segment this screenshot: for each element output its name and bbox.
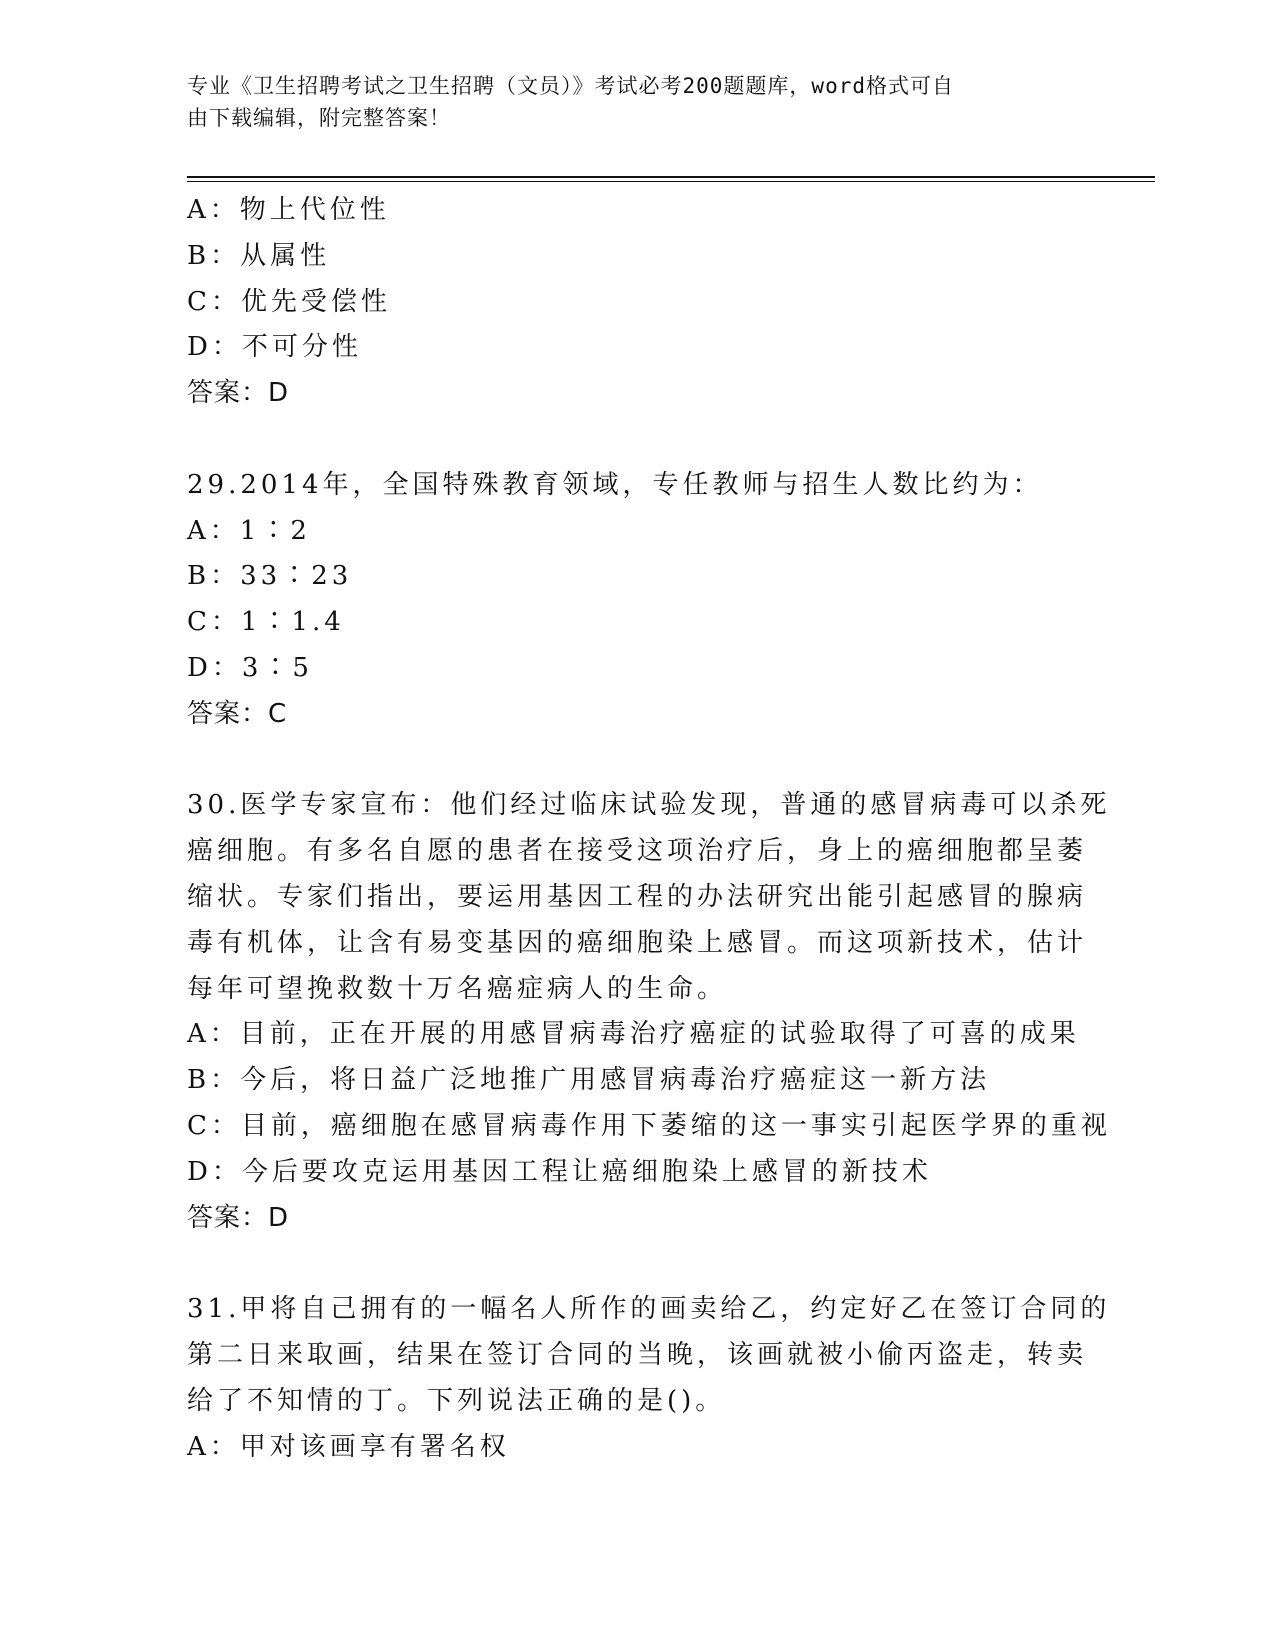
header-line-2: 由下载编辑，附完整答案！	[187, 106, 451, 130]
option-c: C：优先受偿性	[187, 286, 391, 317]
question-stem: 29.2014年，全国特殊教育领域，专任教师与招生人数比约为：	[187, 469, 1043, 500]
question-29	[187, 463, 1087, 738]
spacer	[187, 738, 1087, 784]
header-line-1: 专业《卫生招聘考试之卫生招聘（文员）》考试必考200题题库，word格式可自	[187, 74, 954, 98]
option-c: C：1∶1.4	[187, 607, 345, 638]
option-b: B：从属性	[187, 240, 331, 271]
spacer	[187, 1241, 1087, 1287]
question-body	[187, 188, 1111, 1470]
option-d: D：不可分性	[187, 332, 362, 363]
header-divider-thick	[187, 176, 1155, 178]
question-28	[187, 188, 1087, 417]
option-c: C：目前，癌细胞在感冒病毒作用下萎缩的这一事实引起医学界的重视	[187, 1110, 1111, 1141]
document-header	[187, 70, 1067, 134]
option-a: A：甲对该画享有署名权	[187, 1431, 510, 1462]
question-stem-line: 缩状。专家们指出，要运用基因工程的办法研究出能引起感冒的腺病	[187, 881, 1088, 912]
question-stem-line: 每年可望挽救数十万名癌症病人的生命。	[187, 973, 728, 1004]
answer-line: 答案：C	[187, 698, 288, 729]
question-stem-line: 毒有机体，让含有易变基因的癌细胞染上感冒。而这项新技术，估计	[187, 927, 1088, 958]
question-stem-line: 30.医学专家宣布：他们经过临床试验发现，普通的感冒病毒可以杀死	[187, 790, 1111, 821]
question-31	[187, 1287, 1111, 1470]
question-stem-line: 给了不知情的丁。下列说法正确的是()。	[187, 1385, 726, 1416]
question-stem-line: 癌细胞。有多名自愿的患者在接受这项治疗后，身上的癌细胞都呈萎	[187, 836, 1088, 867]
option-a: A：目前，正在开展的用感冒病毒治疗癌症的试验取得了可喜的成果	[187, 1019, 1080, 1050]
option-d: D：3∶5	[187, 652, 313, 683]
option-b: B：今后，将日益广泛地推广用感冒病毒治疗癌症这一新方法	[187, 1065, 991, 1096]
question-stem-line: 第二日来取画，结果在签订合同的当晚，该画就被小偷丙盗走，转卖	[187, 1339, 1088, 1370]
option-a: A：物上代位性	[187, 195, 390, 225]
option-d: D：今后要攻克运用基因工程让癌细胞染上感冒的新技术	[187, 1156, 932, 1187]
header-divider-thin	[187, 181, 1155, 182]
spacer	[187, 417, 1087, 463]
answer-line: 答案：D	[187, 378, 290, 409]
option-a: A：1∶2	[187, 515, 311, 546]
option-b: B：33∶23	[187, 561, 353, 592]
question-30	[187, 783, 1111, 1241]
answer-line: 答案：D	[187, 1202, 290, 1233]
question-stem-line: 31.甲将自己拥有的一幅名人所作的画卖给乙，约定好乙在签订合同的	[187, 1294, 1111, 1325]
